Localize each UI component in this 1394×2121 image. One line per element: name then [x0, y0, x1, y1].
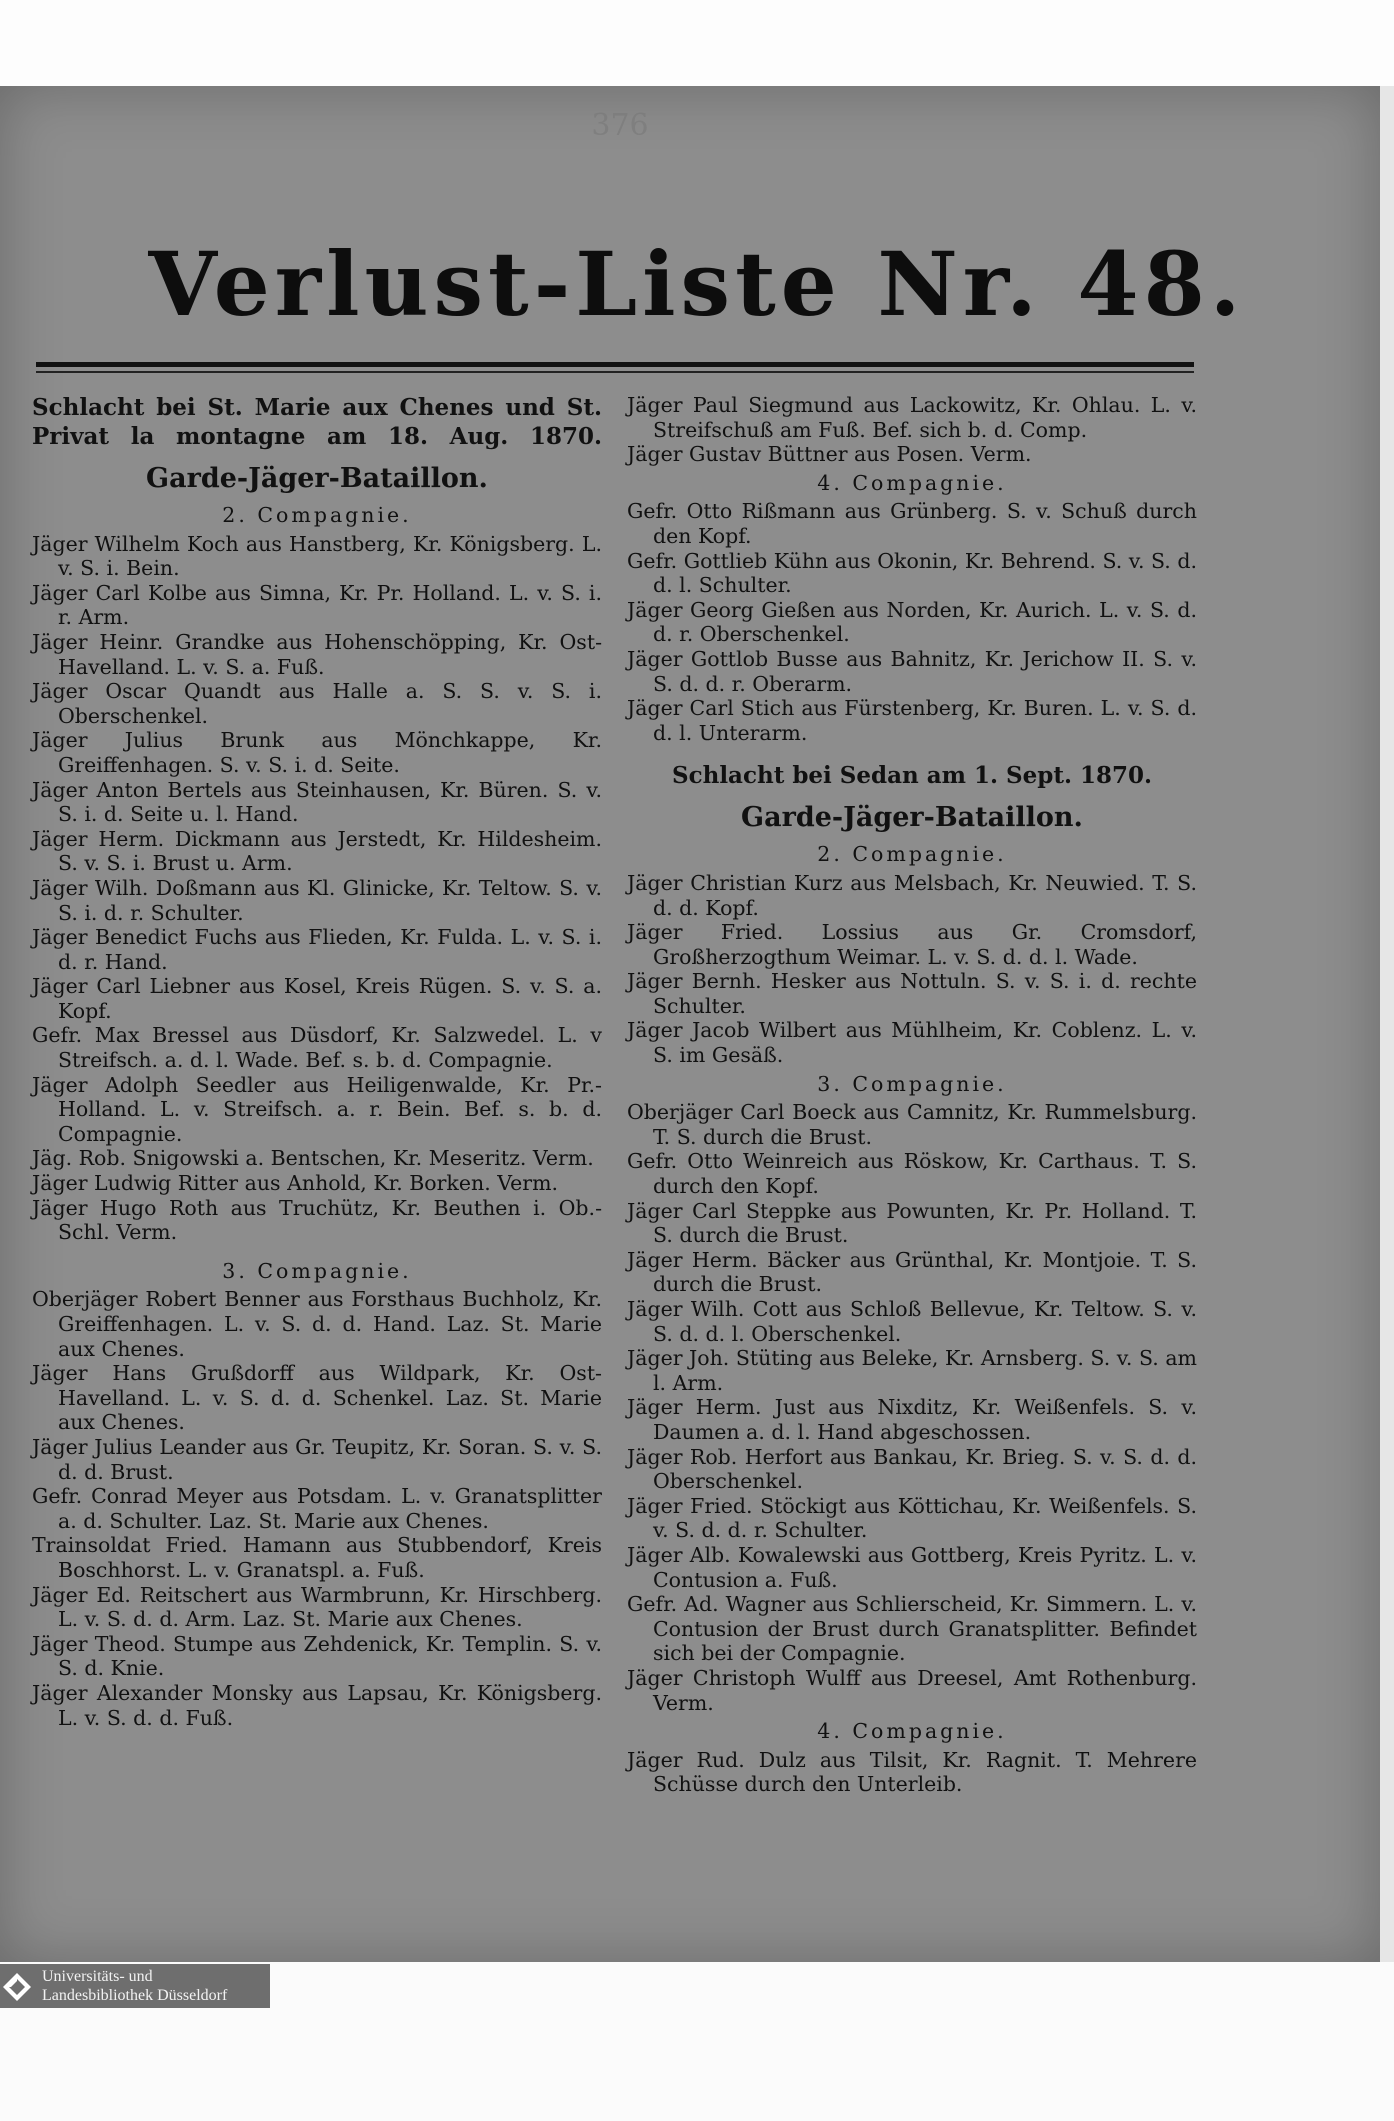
casualty-entry: Jäger Benedict Fuchs aus Flieden, Kr. Fulda. L. v. S. i. d. r. Hand.: [32, 925, 602, 974]
company-heading: 2. Compagnie.: [817, 842, 1007, 867]
casualty-entry: Jäger Hans Grußdorff aus Wildpark, Kr. Ost-Havelland. L. v. S. d. d. Schenkel. Laz. St. Marie aux Chenes.: [32, 1361, 602, 1435]
casualty-entry: Jäger Herm. Just aus Nixditz, Kr. Weißenfels. S. v. Daumen a. d. l. Hand abgeschossen.: [627, 1395, 1197, 1444]
library-name-line1: Universitäts- und: [42, 1968, 153, 1985]
casualty-entry: Jäger Adolph Seedler aus Heiligenwalde, Kr. Pr.-Holland. L. v. Streifsch. a. r. Bein. Bef. s. b. d. Compagnie.: [32, 1072, 602, 1146]
casualty-entry: Jäger Julius Brunk aus Mönchkappe, Kr. Greiffenhagen. S. v. S. i. d. Seite.: [32, 728, 602, 777]
casualty-entry: Jäger Fried. Lossius aus Gr. Cromsdorf, Großherzogthum Weimar. L. v. S. d. d. l. Wade.: [627, 920, 1197, 969]
battalion-heading: Garde-Jäger-Bataillon.: [146, 463, 488, 494]
casualty-entry: Jäger Alb. Kowalewski aus Gottberg, Kreis Pyritz. L. v. Contusion a. Fuß.: [627, 1542, 1197, 1592]
casualty-entry: Oberjäger Carl Boeck aus Camnitz, Kr. Rummelsburg. T. S. durch die Brust.: [627, 1100, 1197, 1149]
battle-heading: Schlacht bei St. Marie aux Chenes und St. Privat la montagne am 18. Aug. 1870.: [32, 394, 602, 450]
battalion-heading: Garde-Jäger-Bataillon.: [741, 802, 1083, 834]
scan-top-margin: [0, 0, 1394, 86]
company-heading: 4. Compagnie.: [817, 470, 1007, 495]
casualty-entry: Jäger Wilh. Cott aus Schloß Bellevue, Kr. Teltow. S. v. S. d. d. l. Oberschenkel.: [627, 1297, 1197, 1346]
company-heading: 2. Compagnie.: [222, 503, 412, 527]
casualty-entry: Jäger Joh. Stüting aus Beleke, Kr. Arnsberg. S. v. S. am l. Arm.: [627, 1346, 1197, 1395]
library-name-line2: Landesbibliothek Düsseldorf: [42, 1987, 228, 2004]
library-name: [42, 1967, 227, 2005]
library-footer[interactable]: [0, 1964, 270, 2008]
battle-heading: Schlacht bei Sedan am 1. Sept. 1870.: [671, 762, 1152, 790]
casualty-entry: Oberjäger Robert Benner aus Forsthaus Buchholz, Kr. Greiffenhagen. L. v. S. d. d. Hand. Laz. St. Marie aux Chenes.: [32, 1287, 602, 1361]
casualty-entry: Jäger Bernh. Hesker aus Nottuln. S. v. S. i. d. rechte Schulter.: [627, 969, 1197, 1018]
casualty-entry: Jäger Jacob Wilbert aus Mühlheim, Kr. Coblenz. L. v. S. im Gesäß.: [627, 1018, 1197, 1068]
casualty-entry: Jäger Christoph Wulff aus Dreesel, Amt Rothenburg. Verm.: [627, 1665, 1197, 1715]
casualty-entry: Jäger Carl Steppke aus Powunten, Kr. Pr. Holland. T. S. durch die Brust.: [627, 1198, 1197, 1248]
casualty-entry: Jäger Wilhelm Koch aus Hanstberg, Kr. Königsberg. L. v. S. i. Bein.: [32, 531, 602, 581]
page-number: 376: [591, 108, 649, 143]
casualty-entry: Jäger Julius Leander aus Gr. Teupitz, Kr. Soran. S. v. S. d. d. Brust.: [32, 1434, 602, 1484]
casualty-entry: Jäger Rud. Dulz aus Tilsit, Kr. Ragnit. T. Mehrere Schüsse durch den Unterleib.: [627, 1747, 1197, 1797]
casualty-entry: Gefr. Otto Weinreich aus Röskow, Kr. Carthaus. T. S. durch den Kopf.: [627, 1149, 1197, 1199]
casualty-entry: Jäger Carl Stich aus Fürstenberg, Kr. Buren. L. v. S. d. d. l. Unterarm.: [627, 696, 1197, 745]
casualty-entry: Jäger Rob. Herfort aus Bankau, Kr. Brieg. S. v. S. d. d. Oberschenkel.: [627, 1444, 1197, 1494]
company-heading: 3. Compagnie.: [817, 1071, 1007, 1096]
casualty-entry: Jäger Anton Bertels aus Steinhausen, Kr. Büren. S. v. S. i. d. Seite u. l. Hand.: [32, 777, 602, 827]
casualty-entry: Jäger Gustav Büttner aus Posen. Verm.: [627, 442, 1032, 467]
casualty-entry: Jäger Theod. Stumpe aus Zehdenick, Kr. Templin. S. v. S. d. Knie.: [32, 1631, 602, 1681]
casualty-entry: Jäg. Rob. Snigowski a. Bentschen, Kr. Meseritz. Verm.: [32, 1146, 594, 1171]
casualty-entry: Gefr. Ad. Wagner aus Schlierscheid, Kr. Simmern. L. v. Contusion der Brust durch Granatsplitter. Befindet sich bei der Compagnie.: [627, 1592, 1197, 1666]
casualty-entry: Jäger Herm. Dickmann aus Jerstedt, Kr. Hildesheim. S. v. S. i. Brust u. Arm.: [32, 826, 602, 876]
casualty-entry: Jäger Wilh. Doßmann aus Kl. Glinicke, Kr. Teltow. S. v. S. i. d. r. Schulter.: [32, 875, 602, 925]
casualty-entry: Gefr. Conrad Meyer aus Potsdam. L. v. Granatsplitter a. d. Schulter. Laz. St. Marie aux Chenes.: [32, 1484, 602, 1533]
casualty-entry: Jäger Hugo Roth aus Truchütz, Kr. Beuthen i. Ob.-Schl. Verm.: [32, 1195, 602, 1245]
company-heading: 4. Compagnie.: [817, 1719, 1007, 1744]
casualty-entry: Jäger Herm. Bäcker aus Grünthal, Kr. Montjoie. T. S. durch die Brust.: [627, 1247, 1197, 1297]
left-column: [32, 393, 602, 1730]
right-column: [627, 393, 1197, 1797]
casualty-entry: Jäger Alexander Monsky aus Lapsau, Kr. Königsberg. L. v. S. d. d. Fuß.: [32, 1680, 602, 1730]
casualty-entry: Jäger Carl Liebner aus Kosel, Kreis Rügen. S. v. S. a. Kopf.: [32, 974, 602, 1023]
library-logo-icon: [2, 1972, 32, 2002]
page-title: Verlust-Liste Nr. 48.: [148, 232, 1246, 336]
scan-right-edge: [1380, 86, 1394, 1962]
casualty-entry: Jäger Paul Siegmund aus Lackowitz, Kr. Ohlau. L. v. Streifschuß am Fuß. Bef. sich b. d. Comp.: [627, 393, 1197, 442]
casualty-entry: Jäger Fried. Stöckigt aus Köttichau, Kr. Weißenfels. S. v. S. d. d. r. Schulter.: [627, 1493, 1197, 1543]
company-heading: 3. Compagnie.: [222, 1258, 412, 1283]
casualty-entry: Jäger Carl Kolbe aus Simna, Kr. Pr. Holland. L. v. S. i. r. Arm.: [32, 580, 602, 630]
casualty-entry: Jäger Georg Gießen aus Norden, Kr. Aurich. L. v. S. d. d. r. Oberschenkel.: [627, 597, 1197, 647]
title-rule-thick: [36, 362, 1194, 367]
casualty-entry: Gefr. Gottlieb Kühn aus Okonin, Kr. Behrend. S. v. S. d. d. l. Schulter.: [627, 548, 1197, 598]
casualty-entry: Jäger Ed. Reitschert aus Warmbrunn, Kr. Hirschberg. L. v. S. d. d. Arm. Laz. St. Marie aux Chenes.: [32, 1582, 602, 1632]
casualty-entry: Gefr. Max Bressel aus Düsdorf, Kr. Salzwedel. L. v Streifsch. a. d. l. Wade. Bef. s. b. d. Compagnie.: [32, 1023, 602, 1073]
casualty-entry: Gefr. Otto Rißmann aus Grünberg. S. v. Schuß durch den Kopf.: [627, 499, 1197, 548]
casualty-entry: Jäger Oscar Quandt aus Halle a. S. S. v. S. i. Oberschenkel.: [32, 679, 602, 728]
casualty-entry: Jäger Ludwig Ritter aus Anhold, Kr. Borken. Verm.: [32, 1171, 559, 1196]
casualty-entry: Jäger Gottlob Busse aus Bahnitz, Kr. Jerichow II. S. v. S. d. d. r. Oberarm.: [627, 646, 1197, 696]
title-rule-thin: [36, 371, 1194, 373]
casualty-entry: Jäger Heinr. Grandke aus Hohenschöpping, Kr. Ost-Havelland. L. v. S. a. Fuß.: [32, 629, 602, 679]
casualty-entry: Trainsoldat Fried. Hamann aus Stubbendorf, Kreis Boschhorst. L. v. Granatspl. a. Fuß.: [32, 1533, 602, 1582]
casualty-entry: Jäger Christian Kurz aus Melsbach, Kr. Neuwied. T. S. d. d. Kopf.: [627, 870, 1197, 920]
